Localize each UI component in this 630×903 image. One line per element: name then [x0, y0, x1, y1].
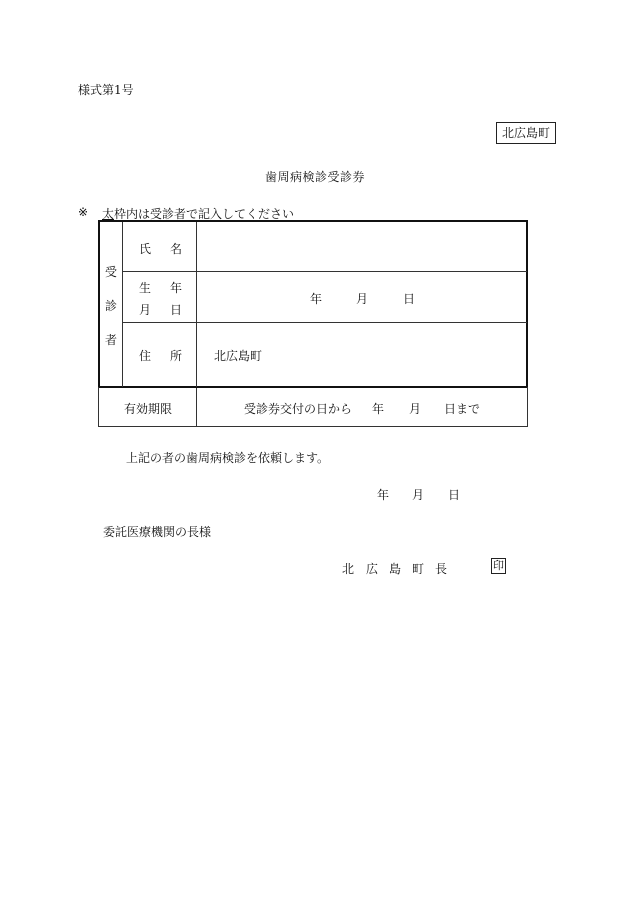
validity-year-unit: 年 — [372, 402, 385, 416]
document-title: 歯周病検診受診券 — [264, 170, 365, 184]
name-label-char-2: 名 — [170, 242, 183, 256]
form-number: 様式第1号 — [78, 83, 134, 97]
name-label-char-1: 氏 — [139, 242, 152, 256]
table-row-line-1 — [122, 271, 527, 272]
table-divider-side — [122, 222, 123, 387]
validity-from-text: 受診券交付の日から — [244, 402, 353, 416]
note-underlined-word: 太 — [102, 207, 115, 221]
birth-day-unit: 日 — [403, 292, 416, 306]
validity-until-text: 日まで — [444, 402, 481, 416]
validity-month-unit: 月 — [409, 402, 422, 416]
birth-label-char-3: 月 — [139, 303, 152, 317]
date-month-unit: 月 — [412, 488, 425, 502]
address-label-char-1: 住 — [139, 349, 152, 363]
issuer-char-2: 広 — [366, 562, 379, 576]
side-label-char-3: 者 — [105, 333, 118, 347]
issuer-char-3: 島 — [389, 562, 402, 576]
birth-label-char-2: 年 — [170, 281, 183, 295]
validity-divider — [196, 388, 197, 427]
note-text: 枠内は受診者で記入してください — [114, 207, 295, 221]
issuer-char-1: 北 — [342, 562, 355, 576]
validity-label: 有効期限 — [124, 402, 173, 416]
birth-year-unit: 年 — [310, 292, 323, 306]
birth-label-char-4: 日 — [170, 303, 183, 317]
birth-label-char-1: 生 — [139, 281, 152, 295]
date-day-unit: 日 — [448, 488, 461, 502]
seal-mark: 印 — [493, 559, 504, 572]
table-row-line-2 — [122, 322, 527, 323]
table-divider-label — [196, 222, 197, 387]
note-mark: ※ — [78, 205, 89, 219]
addressee: 委託医療機関の長様 — [103, 525, 212, 539]
date-year-unit: 年 — [377, 488, 390, 502]
address-label-char-2: 所 — [170, 349, 183, 363]
side-label-char-1: 受 — [105, 265, 118, 279]
request-text: 上記の者の歯周病検診を依頼します。 — [126, 451, 330, 465]
issuer-char-4: 町 — [412, 562, 425, 576]
side-label-char-2: 診 — [105, 299, 118, 313]
town-name-box: 北広島町 — [496, 122, 556, 144]
address-value: 北広島町 — [214, 349, 263, 363]
issuer-char-5: 長 — [435, 562, 448, 576]
birth-month-unit: 月 — [356, 292, 369, 306]
